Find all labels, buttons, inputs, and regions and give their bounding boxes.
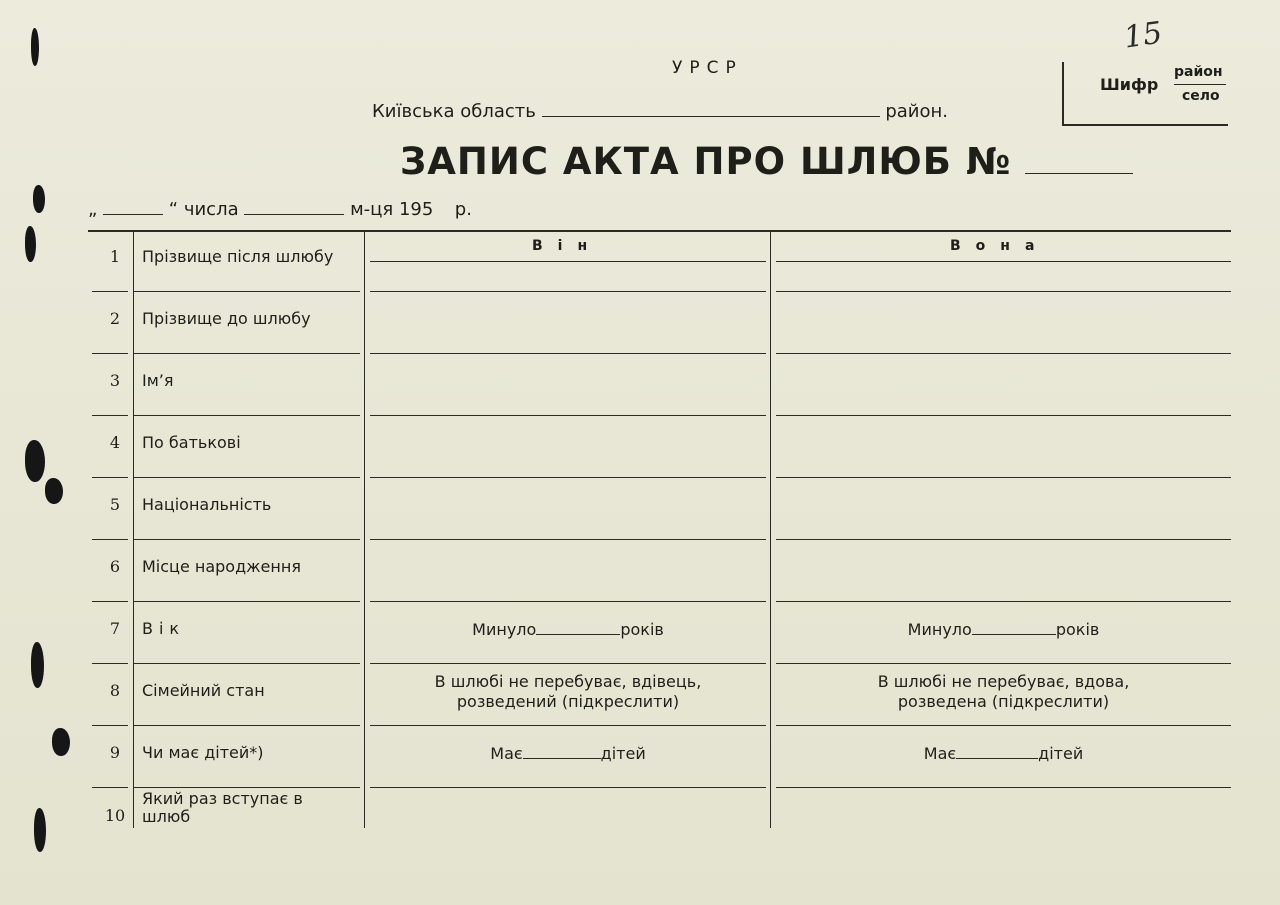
binding-hole <box>31 642 44 688</box>
she-header: Вона <box>950 238 1050 254</box>
age-blank[interactable] <box>972 620 1056 635</box>
binding-hole <box>25 226 36 262</box>
form-row <box>88 478 1231 540</box>
cipher-box <box>1062 62 1228 126</box>
age-suffix: років <box>1055 620 1100 639</box>
main-heading <box>400 140 1133 183</box>
header-rule <box>370 261 766 262</box>
cipher-top-label: район <box>1174 64 1223 80</box>
date-line <box>88 199 472 220</box>
form-row <box>88 602 1231 664</box>
binding-hole <box>33 185 45 213</box>
row-number: 1 <box>109 247 121 266</box>
cipher-divider <box>1174 84 1226 85</box>
she-marital-status[interactable] <box>776 672 1231 712</box>
cipher-label: Шифр <box>1100 75 1159 94</box>
date-year-suffix: р. <box>454 199 472 220</box>
form-row <box>88 664 1231 726</box>
region-suffix: район. <box>885 101 948 122</box>
marital-status-line: В шлюбі не перебуває, вдівець, <box>434 672 702 691</box>
children-suffix: дітей <box>600 744 646 763</box>
form-table <box>88 230 1231 830</box>
age-suffix: років <box>620 620 664 639</box>
row-number: 2 <box>109 309 121 328</box>
age-prefix: Минуло <box>907 620 972 639</box>
record-number-blank <box>1025 146 1133 174</box>
header-rule <box>776 261 1231 262</box>
row-label <box>142 790 362 826</box>
row-number: 6 <box>109 557 121 576</box>
binding-hole <box>25 440 45 482</box>
row-number: 7 <box>109 619 121 638</box>
month-blank <box>244 199 344 215</box>
age-prefix: Минуло <box>472 620 537 639</box>
date-day-label: “ числа <box>168 199 239 220</box>
binding-hole <box>52 728 70 756</box>
region-blank <box>542 101 880 117</box>
row-label: Місце народження <box>142 557 301 576</box>
form-row <box>88 788 1231 830</box>
marital-status-line: розведена (підкреслити) <box>897 692 1110 711</box>
row-label: Ім’я <box>142 371 174 390</box>
binding-hole <box>31 28 39 66</box>
row-label: Прізвище після шлюбу <box>142 247 334 266</box>
age-blank[interactable] <box>536 620 620 635</box>
row-number: 8 <box>109 681 121 700</box>
marital-status-line: В шлюбі не перебуває, вдова, <box>877 672 1130 691</box>
form-row <box>88 416 1231 478</box>
date-open-quote: „ <box>88 199 98 220</box>
children-blank[interactable] <box>956 744 1038 759</box>
row-label: Прізвище до шлюбу <box>142 309 311 328</box>
row-label: Вік <box>142 619 186 638</box>
date-month-label: м-ця 195 <box>350 199 434 220</box>
binding-hole <box>34 808 46 852</box>
form-row <box>88 230 1231 292</box>
form-row <box>88 292 1231 354</box>
form-row <box>88 354 1231 416</box>
region-line <box>372 101 948 122</box>
day-blank <box>103 199 163 215</box>
row-label: Сімейний стан <box>142 681 265 700</box>
row-label: Національність <box>142 495 272 514</box>
she-age-field <box>776 620 1231 640</box>
row-label-line: шлюб <box>142 807 191 826</box>
binding-hole <box>45 478 63 504</box>
he-children-field <box>370 744 766 764</box>
he-header: Він <box>532 238 603 254</box>
row-number: 3 <box>109 371 121 390</box>
children-suffix: дітей <box>1038 744 1084 763</box>
he-age-field <box>370 620 766 640</box>
row-number: 9 <box>109 743 121 762</box>
children-prefix: Має <box>490 744 523 763</box>
top-title: УРСР <box>672 58 743 78</box>
she-children-field <box>776 744 1231 764</box>
row-label: По батькові <box>142 433 241 452</box>
form-row <box>88 726 1231 788</box>
region-prefix: Київська область <box>372 101 536 122</box>
cipher-bottom-label: село <box>1182 88 1220 104</box>
row-number: 5 <box>109 495 121 514</box>
he-marital-status[interactable] <box>370 672 766 712</box>
row-number: 10 <box>104 806 126 825</box>
handwritten-number: 15 <box>1121 15 1165 56</box>
heading-text: ЗАПИС АКТА ПРО ШЛЮБ № <box>400 140 1012 183</box>
form-row <box>88 540 1231 602</box>
children-prefix: Має <box>923 744 957 763</box>
row-label-line: Який раз вступає в <box>142 789 303 808</box>
row-number: 4 <box>109 433 121 452</box>
marital-status-line: розведений (підкреслити) <box>456 692 680 711</box>
row-label: Чи має дітей*) <box>142 743 264 762</box>
children-blank[interactable] <box>523 744 601 759</box>
